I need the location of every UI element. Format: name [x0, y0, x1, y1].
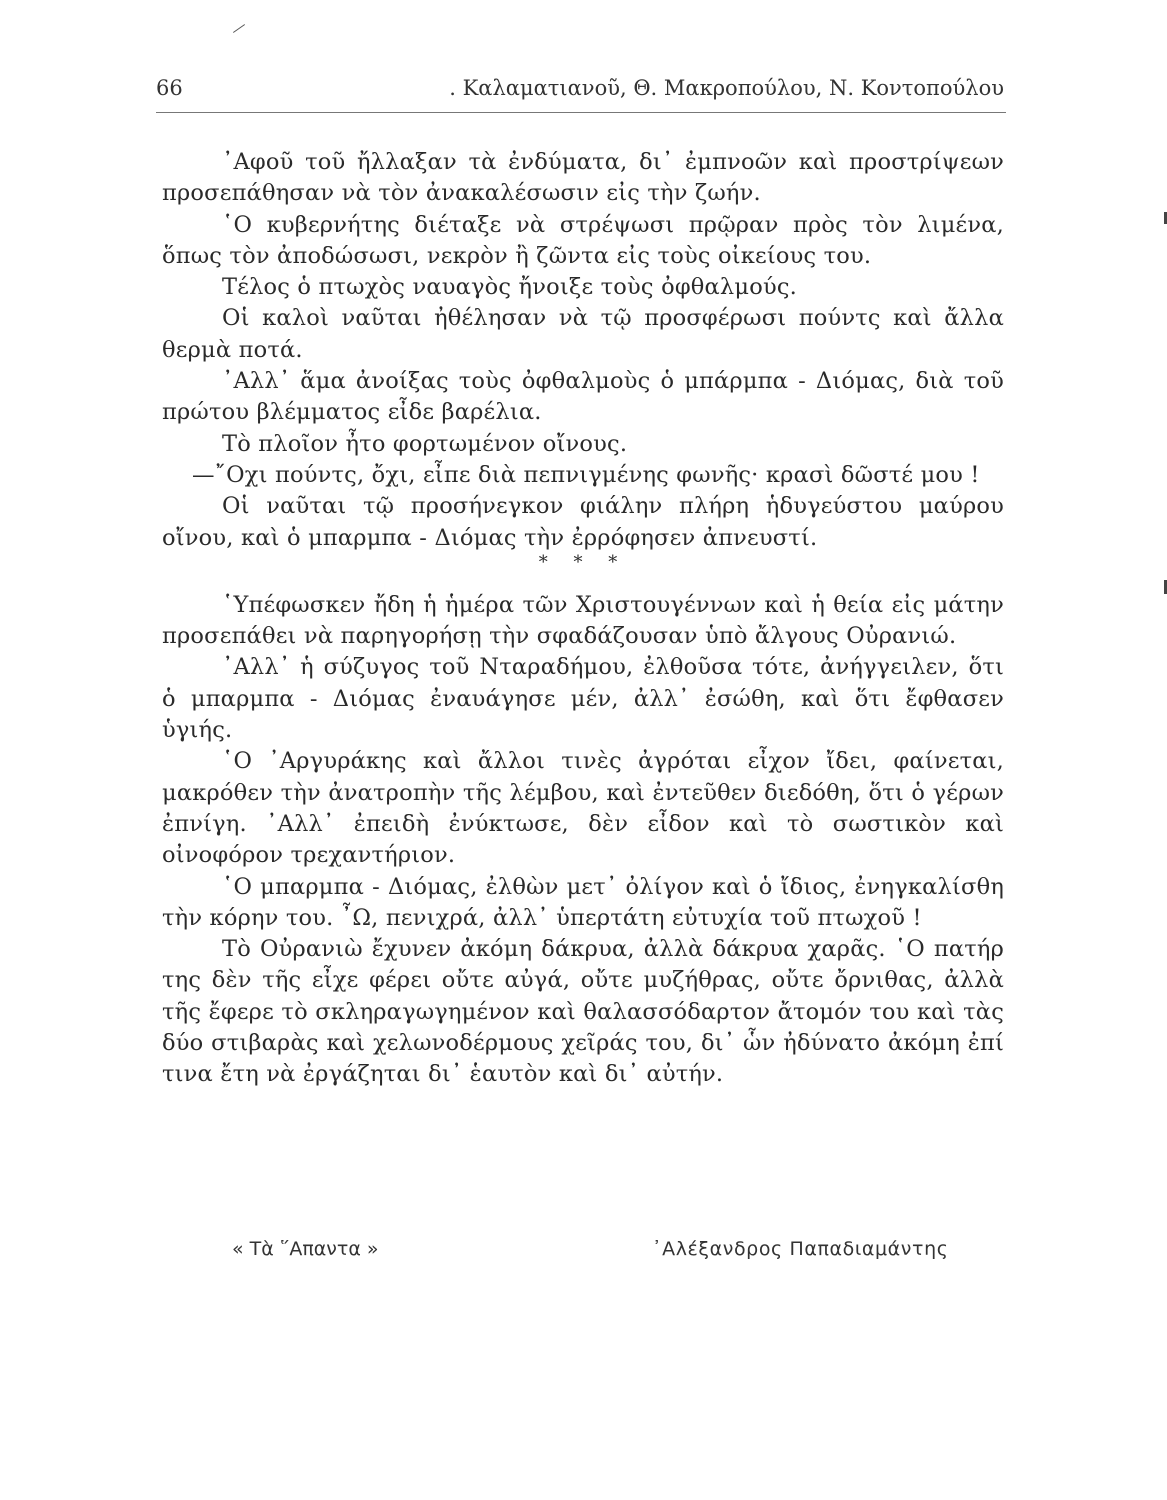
paragraph: ῾Ο μπαρμπα - Διόμας, ἐλθὼν μετ᾿ ὀλίγον καὶ ὁ ἴδιος, ἐνηγκαλίσθη τὴν κόρην του. ῏Ω, πενιχρά, ἀλλ᾿ ὑπερτάτη εὐτυχία τοῦ πτωχοῦ ! — [162, 873, 1004, 931]
page-number: 66 — [156, 76, 183, 100]
page-header — [156, 76, 1004, 106]
paragraph: ᾿Αλλ᾿ ἅμα ἀνοίξας τοὺς ὀφθαλμοὺς ὁ μπάρμπα - Διόμας, διὰ τοῦ πρώτου βλέμματος εἶδε βαρέλια. — [162, 368, 1004, 426]
running-head: . Καλαματιανοῦ, Θ. Μακροπούλου, Ν. Κοντοπούλου — [449, 76, 1004, 100]
paragraph: Τέλος ὁ πτωχὸς ναυαγὸς ἤνοιξε τοὺς ὀφθαλμούς. — [222, 274, 797, 301]
paragraph: Τὸ Οὐρανιὼ ἔχυνεν ἀκόμη δάκρυα, ἀλλὰ δάκρυα χαρᾶς. ῾Ο πατήρ της δὲν τῆς εἶχε φέρει οὔτε αὐγά, οὔτε μυζήθρας, οὔτε ὄρνιθας, ἀλλὰ τῆς ἔφερε τὸ σκληραγωγημένον καὶ θαλασσόδαρτον ἄτομόν του καὶ τὰς δύο στιβαρὰς καὶ χελωνοδέρμους χεῖράς του, δι᾿ ὧν ἠδύνατο ἀκόμη ἐπί τινα ἔτη νὰ ἐργάζηται δι᾿ ἑαυτὸν καὶ δι᾿ αὐτήν. — [162, 936, 1004, 1088]
body-text — [162, 147, 1004, 1091]
paragraph: ῾Υπέφωσκεν ἤδη ἡ ἡμέρα τῶν Χριστουγέννων καὶ ἡ θεία εἰς μάτην προσεπάθει νὰ παρηγορήσῃ τὴν σφαδάζουσαν ὑπὸ ἄλγους Οὐρανιώ. — [162, 591, 1004, 650]
dialogue-paragraph: —῎Οχι πούντς, ὄχι, εἶπε διὰ πεπνιγμένης φωνῆς· κρασὶ δῶστέ μου ! — [192, 461, 980, 488]
paragraph: ῾Ο κυβερνήτης διέταξε νὰ στρέψωσι πρῷραν πρὸς τὸν λιμένα, ὅπως τὸν ἀποδώσωσι, νεκρὸν ἢ ζῶντα εἰς τοὺς οἰκείους του. — [162, 211, 1004, 269]
paragraph: Οἱ καλοὶ ναῦται ἠθέλησαν νὰ τῷ προσφέρωσι πούντς καὶ ἄλλα θερμὰ ποτά. — [162, 305, 1004, 363]
section-break: * * * — [538, 551, 628, 573]
paragraph: Τὸ πλοῖον ἦτο φορτωμένον οἴνους. — [222, 430, 628, 457]
source-author: ᾿Αλέξανδρος Παπαδιαμάντης — [652, 1238, 949, 1260]
pen-mark — [233, 24, 245, 33]
paragraph: ῾Ο ᾿Αργυράκης καὶ ἄλλοι τινὲς ἀγρόται εἶχον ἴδει, φαίνεται, μακρόθεν τὴν ἀνατροπὴν τῆς λέμβου, καὶ ἐντεῦθεν διεδόθη, ὅτι ὁ γέρων ἐπνίγη. ᾿Αλλ᾿ ἐπειδὴ ἐνύκτωσε, δὲν εἶδον καὶ τὸ σωστικὸν καὶ οἰνοφόρον τρεχαντήριον. — [162, 748, 1004, 869]
source-title: « Τὰ ῞Απαντα » — [232, 1238, 379, 1260]
source-footer — [0, 1238, 1167, 1268]
paragraph: Οἱ ναῦται τῷ προσήνεγκον φιάλην πλήρη ἡδυγεύστου μαύρου οἴνου, καὶ ὁ μπαρμπα - Διόμας τὴν ἐρρόφησεν ἀπνευστί. — [162, 493, 1004, 551]
section-gap — [162, 580, 1004, 590]
paragraph: ᾿Αφοῦ τοῦ ἤλλαξαν τὰ ἐνδύματα, δι᾿ ἐμπνοῶν καὶ προστρίψεων προσεπάθησαν νὰ τὸν ἀνακαλέσωσιν εἰς τὴν ζωήν. — [162, 149, 1004, 207]
header-rule — [156, 112, 1006, 113]
paragraph: ᾿Αλλ᾿ ἡ σύζυγος τοῦ Νταραδήμου, ἐλθοῦσα τότε, ἀνήγγειλεν, ὅτι ὁ μπαρμπα - Διόμας ἐναυάγησε μέν, ἀλλ᾿ ἐσώθη, καὶ ὅτι ἔφθασεν ὑγιής. — [162, 654, 1004, 744]
